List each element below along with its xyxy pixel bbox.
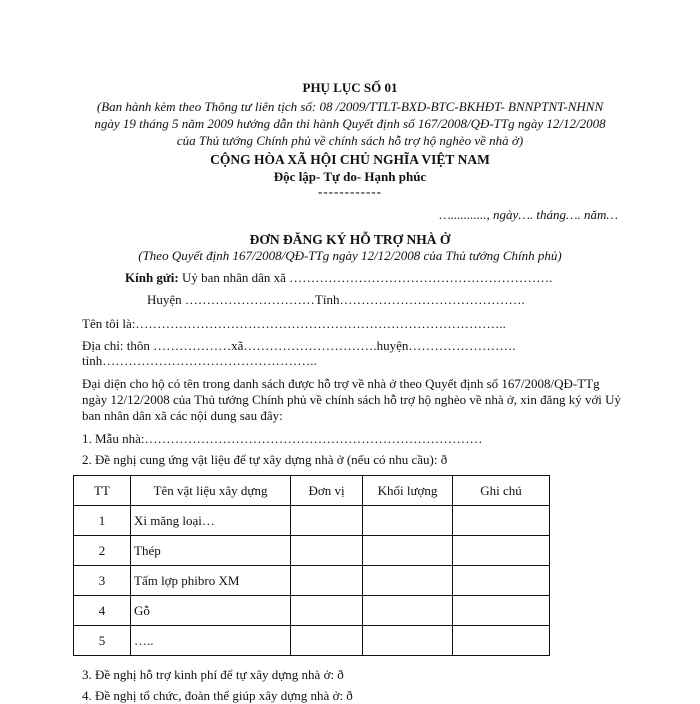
notes-cell	[453, 626, 550, 656]
material-name: Gỗ	[131, 596, 291, 626]
notes-cell	[453, 596, 550, 626]
item-material-request: 2. Đề nghị cung ứng vật liệu để tự xây dựng nhà ở (nếu có nhu cầu): ð	[82, 452, 448, 467]
recipient-line	[125, 270, 552, 286]
recipient-label: Kính gửi:	[125, 270, 179, 285]
appendix-title: PHỤ LỤC SỐ 01	[302, 80, 398, 95]
quantity-cell	[363, 596, 453, 626]
item-house-model: 1. Mẫu nhà:……………………………………………………………………	[82, 431, 483, 446]
col-header-quantity: Khối lượng	[363, 476, 453, 506]
table-row	[74, 626, 550, 656]
col-header-material: Tên vật liệu xây dựng	[131, 476, 291, 506]
row-number: 5	[74, 626, 131, 656]
quantity-cell	[363, 536, 453, 566]
quantity-cell	[363, 506, 453, 536]
applicant-name-line: Tên tôi là:…………………………………………………………………………..	[82, 316, 506, 331]
material-name: Tấm lợp phibro XM	[131, 566, 291, 596]
unit-cell	[291, 506, 363, 536]
unit-cell	[291, 596, 363, 626]
unit-cell	[291, 626, 363, 656]
col-header-notes: Ghi chú	[453, 476, 550, 506]
address-line-2: tỉnh…………………………………………..	[82, 353, 317, 368]
date-line: …..........., ngày…. tháng…. năm…	[439, 207, 618, 222]
quantity-cell	[363, 626, 453, 656]
notes-cell	[453, 566, 550, 596]
row-number: 2	[74, 536, 131, 566]
material-name: Thép	[131, 536, 291, 566]
table-row	[74, 506, 550, 536]
materials-table	[73, 475, 550, 656]
material-name: Xi măng loại…	[131, 506, 291, 536]
recipient-text: Uỷ ban nhân dân xã …………………………………………………….	[178, 270, 553, 285]
table-row	[74, 536, 550, 566]
table-row	[74, 596, 550, 626]
unit-cell	[291, 566, 363, 596]
row-number: 1	[74, 506, 131, 536]
address-line-1: Địa chỉ: thôn ………………xã………………………….huyện…………………….	[82, 338, 516, 353]
col-header-tt: TT	[74, 476, 131, 506]
notes-cell	[453, 506, 550, 536]
table-header-row	[74, 476, 550, 506]
material-name: …..	[131, 626, 291, 656]
table-row	[74, 566, 550, 596]
header-divider: ------------	[318, 184, 382, 199]
national-title: CỘNG HÒA XÃ HỘI CHỦ NGHĨA VIỆT NAM	[210, 152, 490, 167]
form-title: ĐƠN ĐĂNG KÝ HỖ TRỢ NHÀ Ở	[249, 232, 451, 247]
col-header-unit: Đơn vị	[291, 476, 363, 506]
item-organization-help: 4. Đề nghị tổ chức, đoàn thể giúp xây dựng nhà ở: ð	[82, 688, 353, 703]
item-funding-request: 3. Đề nghị hỗ trợ kinh phí để tự xây dựng nhà ở: ð	[82, 667, 344, 682]
row-number: 3	[74, 566, 131, 596]
quantity-cell	[363, 566, 453, 596]
national-motto: Độc lập- Tự do- Hạnh phúc	[273, 169, 427, 184]
unit-cell	[291, 536, 363, 566]
form-subtitle: (Theo Quyết định 167/2008/QĐ-TTg ngày 12/12/2008 của Thủ tướng Chính phủ)	[138, 248, 562, 263]
district-line: Huyện …………………………Tỉnh…………………………………….	[147, 292, 525, 307]
row-number: 4	[74, 596, 131, 626]
appendix-subnote: (Ban hành kèm theo Thông tư liên tịch số: 08 /2009/TTLT-BXD-BTC-BKHĐT- BNNPTNT-NHNN ngày 19 tháng 5 năm 2009 hướng dẫn thi hành Quyết định số 167/2008/QĐ-TTg ngày 12/12/2008 của Thủ tướng Chính phủ về chính sách hỗ trợ hộ nghèo về nhà ở)	[94, 99, 606, 148]
request-paragraph: Đại diện cho hộ có tên trong danh sách được hỗ trợ về nhà ở theo Quyết định số 167/2008/QĐ-TTg ngày 12/12/2008 của Thủ tướng Chính phủ về chính sách hỗ trợ hộ nghèo về nhà ở, xin đăng ký với Uỷ ban nhân dân xã các nội dung sau đây:	[82, 376, 622, 423]
notes-cell	[453, 536, 550, 566]
